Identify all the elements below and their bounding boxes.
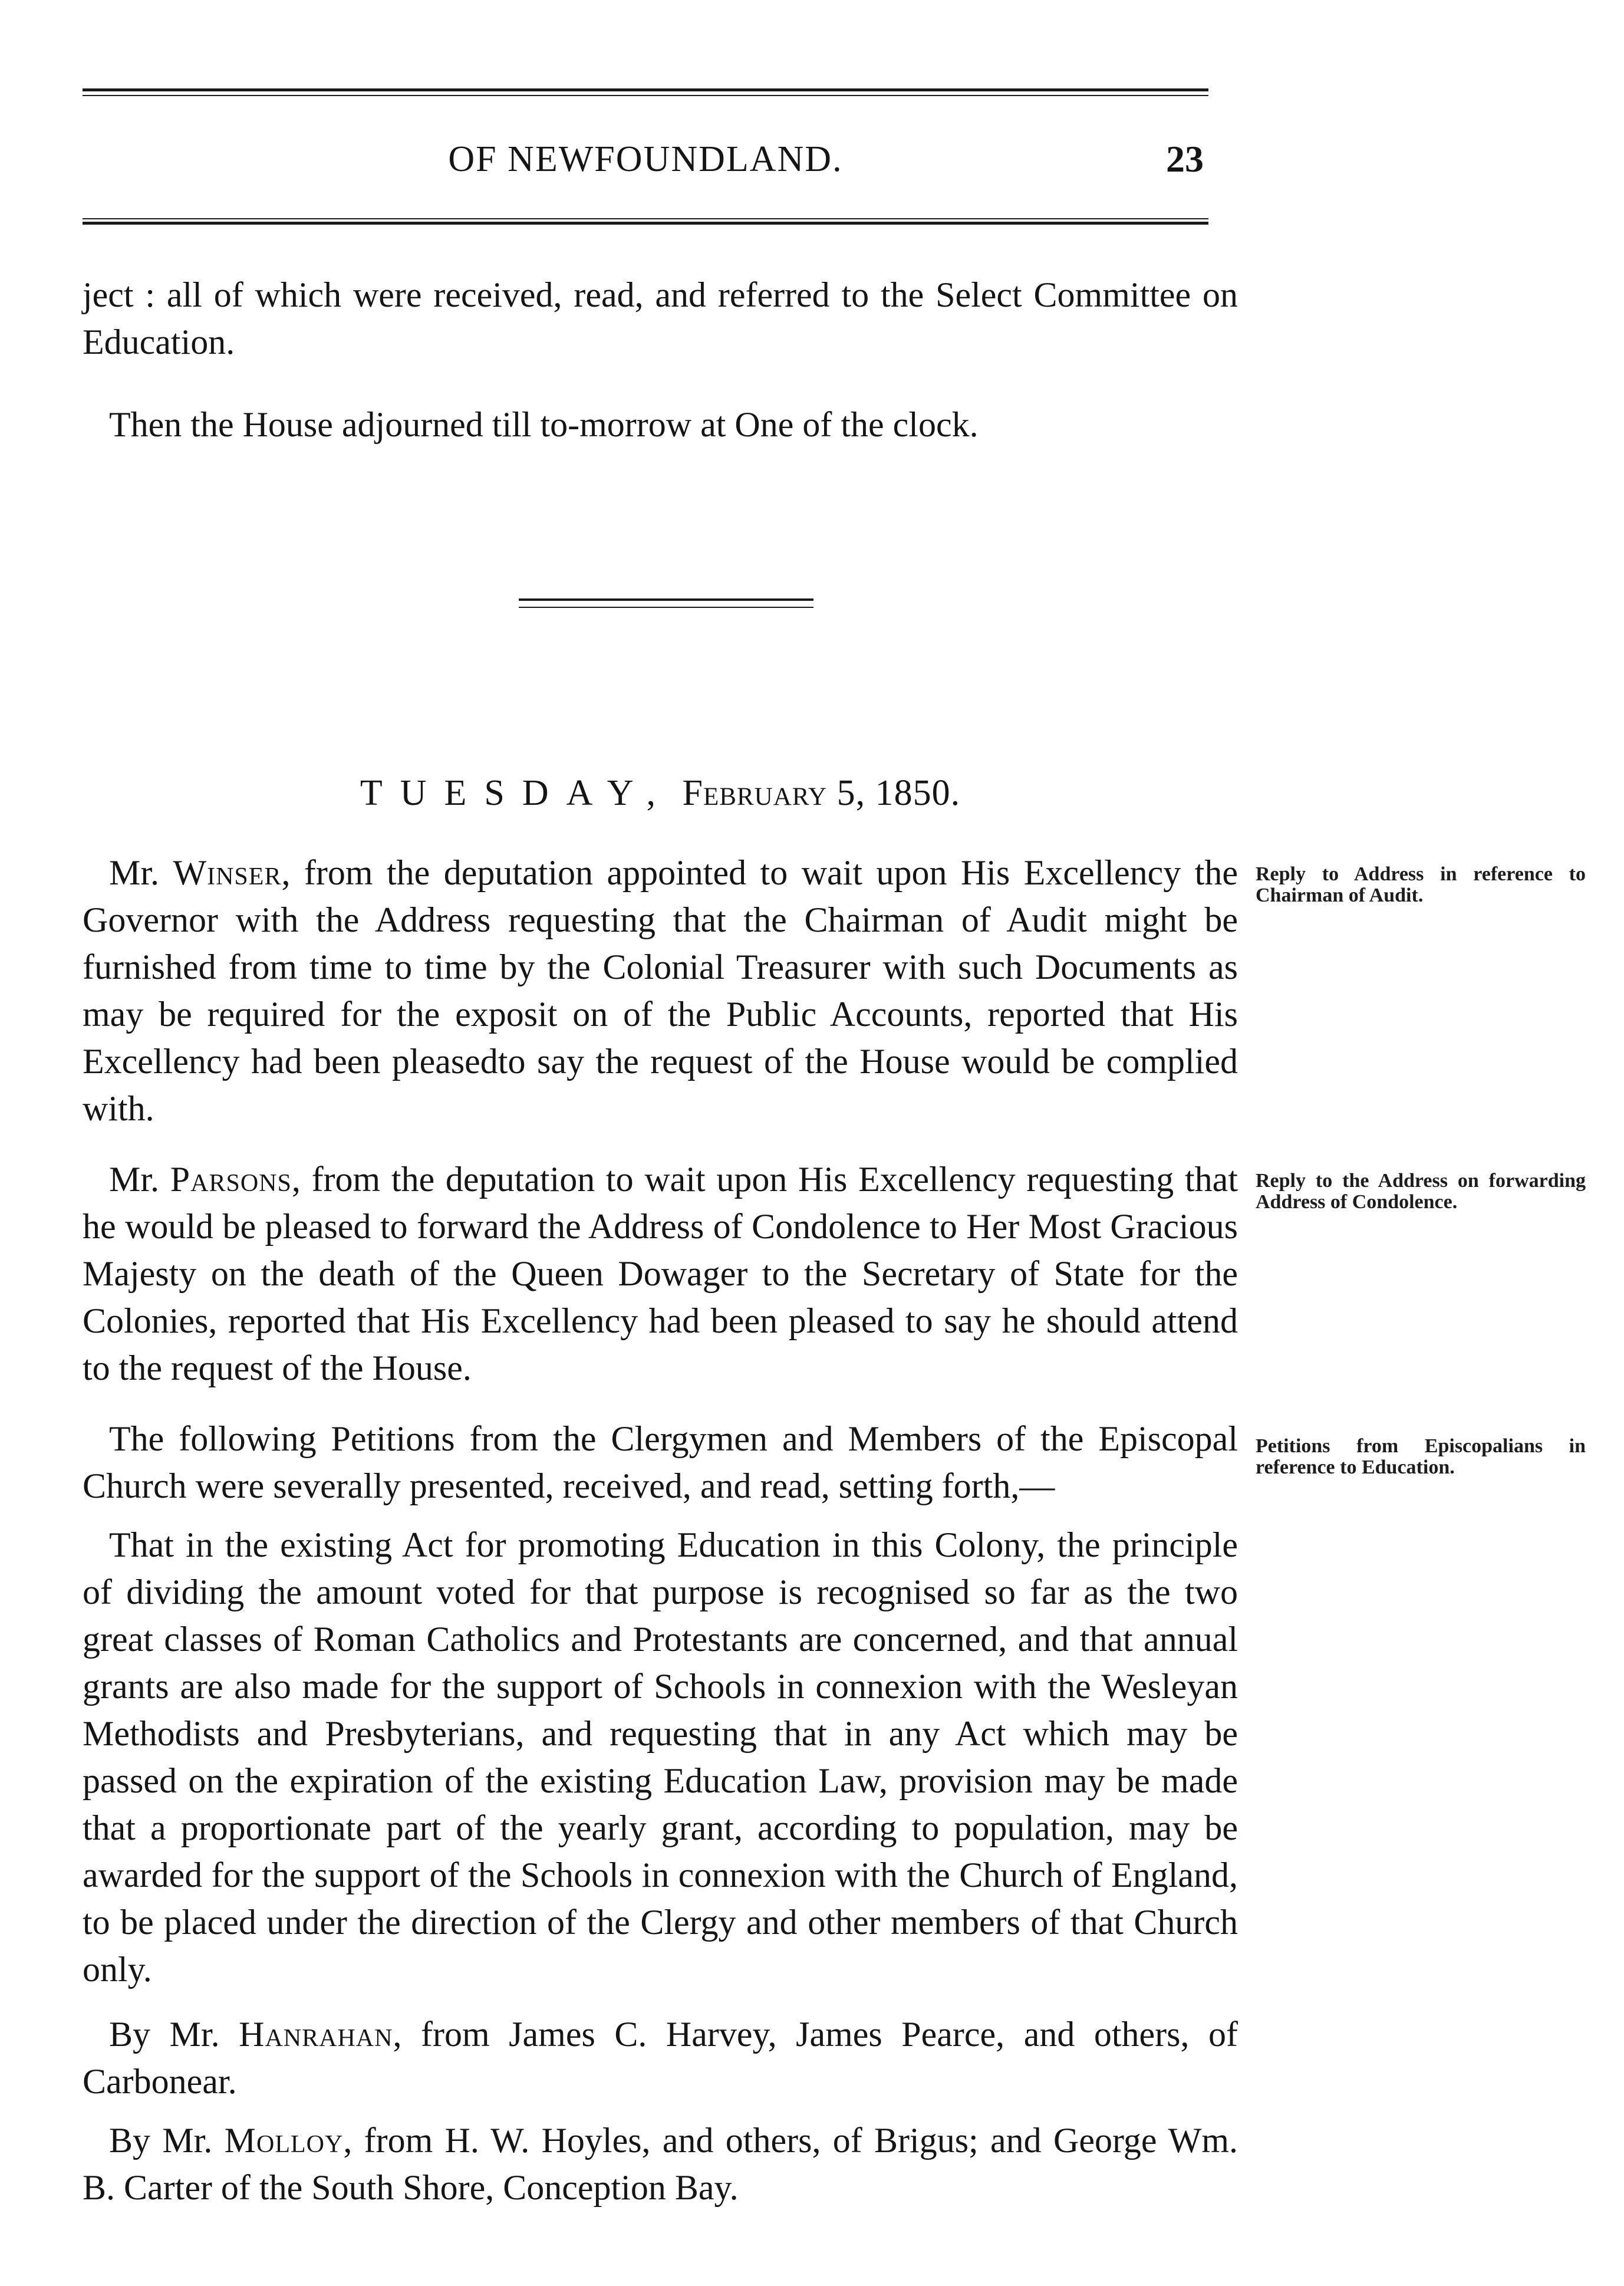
member-name-winser: Winser [173, 853, 282, 892]
member-name-molloy: Molloy [224, 2121, 344, 2160]
para6-start: By Mr. [109, 2121, 225, 2160]
paragraph-petition-body [83, 1521, 1238, 1993]
para2-start: Mr. [109, 1160, 170, 1199]
para1-text: , from the deputation appointed to wait upon His Excellency the Governor with the Address requesting that the Chairman of Audit might be furnished from time to time by the Colonial Treasurer with such Documents as may be required for the exposit on of the Public Accounts, reported that His Excellency had been pleasedto say the request of the House would be complied with. [83, 853, 1238, 1128]
date-heading [83, 767, 1238, 820]
margin-note-petitions: Petitions from Episcopalians in reference to Education. [1256, 1435, 1586, 1478]
para3-text: The following Petitions from the Clergymen and Members of the Episcopal Church were severally presented, received, and read, setting forth,— [83, 1419, 1238, 1505]
para1-start: Mr. [109, 853, 173, 892]
running-head [83, 127, 1208, 192]
para5-text: , from James C. Harvey, James Pearce, and others, of Carbonear. [83, 2015, 1238, 2101]
para5-start: By Mr. [109, 2015, 239, 2054]
adjourned-text: Then the House adjourned till to-morrow at One of the clock. [109, 405, 979, 444]
section-divider [519, 598, 813, 608]
margin-note-condolence: Reply to the Address on forwarding Address of Condolence. [1256, 1170, 1586, 1213]
para2-text: , from the deputation to wait upon His Excellency requesting that he would be pleased to forward the Address of Condolence to Her Most Gracious Majesty on the death of the Queen Dowager to the Secretary of State for the Colonies, reported that His Excellency had been pleased to say he should attend to the request of the House. [83, 1160, 1238, 1387]
member-name-parsons: Parsons [170, 1160, 292, 1199]
date-day: TUESDAY, [360, 773, 674, 813]
running-title: OF NEWFOUNDLAND. [448, 139, 843, 179]
paragraph-winser [83, 849, 1238, 1132]
para6-text: , from H. W. Hoyles, and others, of Brigus; and George Wm. B. Carter of the South Shore, Conception Bay. [83, 2121, 1238, 2207]
paragraph-hanrahan [83, 2011, 1238, 2105]
para4-text: That in the existing Act for promoting Education in this Colony, the principle of dividing the amount voted for that purpose is recognised so far as the two great classes of Roman Catholics and Protestants are concerned, and that annual grants are also made for the support of Schools in connexion with the Wesleyan Methodists and Presbyterians, and requesting that in any Act which may be passed on the expiration of the existing Education Law, provision may be made that a proportionate part of the yearly grant, according to population, may be awarded for the support of the Schools in connexion with the Church of England, to be placed under the direction of the Clergy and other members of that Church only. [83, 1525, 1238, 1989]
paragraph-parsons [83, 1156, 1238, 1392]
adjourned-paragraph [83, 401, 1238, 448]
member-name-hanrahan: Hanrahan [239, 2015, 393, 2054]
paragraph-molloy [83, 2117, 1238, 2211]
date-text: February 5, 1850. [682, 773, 961, 813]
page-number: 23 [1166, 138, 1204, 180]
header-bottom-rule [83, 218, 1208, 225]
header-top-rule [83, 88, 1208, 96]
paragraph-petitions-intro [83, 1415, 1238, 1509]
continuation-paragraph [83, 271, 1238, 366]
margin-note-audit: Reply to Address in reference to Chairman of Audit. [1256, 863, 1586, 906]
continuation-text: ject : all of which were received, read, and referred to the Select Committee on Education. [83, 275, 1238, 361]
